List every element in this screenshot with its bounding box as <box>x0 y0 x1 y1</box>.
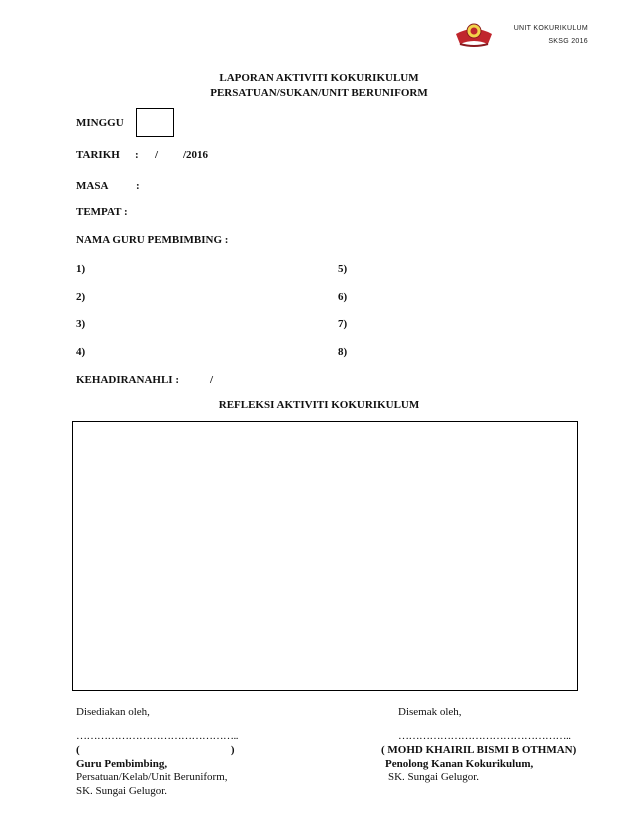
kehadiran-slash: / <box>210 374 214 386</box>
report-title: LAPORAN AKTIVITI KOKURIKULUM <box>219 72 419 84</box>
guru-number-3: 3) <box>76 318 86 330</box>
guru-number-1: 1) <box>76 263 86 275</box>
kehadiran-label: KEHADIRANAHLI : <box>76 374 179 386</box>
reflection-title: REFLEKSI AKTIVITI KOKURIKULUM <box>218 399 420 411</box>
minggu-label: MINGGU <box>76 117 124 129</box>
prepared-by-school: SK. Sungai Gelugor. <box>76 785 168 797</box>
prepared-by-role: Guru Pembimbing, <box>76 758 168 770</box>
checked-by-caption: Disemak oleh, <box>398 706 462 718</box>
tarikh-colon: : <box>135 149 139 161</box>
checked-by-role: Penolong Kanan Kokurikulum, <box>385 758 534 770</box>
tarikh-slash: / <box>155 149 159 161</box>
header-year-label: SKSG 2016 <box>548 38 588 45</box>
prepared-by-org: Persatuan/Kelab/Unit Beruniform, <box>76 771 228 783</box>
tempat-label: TEMPAT : <box>76 206 128 218</box>
guru-number-8: 8) <box>338 346 348 358</box>
guru-number-4: 4) <box>76 346 86 358</box>
guru-number-7: 7) <box>338 318 348 330</box>
minggu-box[interactable] <box>136 108 174 137</box>
tarikh-year: /2016 <box>183 149 209 161</box>
tarikh-label: TARIKH <box>76 149 120 161</box>
reflection-box[interactable] <box>72 421 578 691</box>
prepared-by-caption: Disediakan oleh, <box>76 706 150 718</box>
masa-label: MASA <box>76 180 109 192</box>
header-unit-label: UNIT KOKURIKULUM <box>513 25 588 32</box>
guru-number-2: 2) <box>76 291 86 303</box>
checked-by-school: SK. Sungai Gelugor. <box>388 771 480 783</box>
guru-pembimbing-heading: NAMA GURU PEMBIMBING : <box>76 234 229 246</box>
masa-colon: : <box>136 180 140 192</box>
guru-number-6: 6) <box>338 291 348 303</box>
report-subtitle: PERSATUAN/SUKAN/UNIT BERUNIFORM <box>210 87 428 99</box>
prepared-by-dots: ……………………………………….. <box>76 730 238 742</box>
prepared-by-name-paren: ( ) <box>76 744 235 756</box>
checked-by-name: ( MOHD KHAIRIL BISMI B OTHMAN) <box>381 744 577 756</box>
checked-by-dots: ………………………………………….. <box>398 730 571 742</box>
school-crest-icon <box>454 20 494 50</box>
guru-number-5: 5) <box>338 263 348 275</box>
